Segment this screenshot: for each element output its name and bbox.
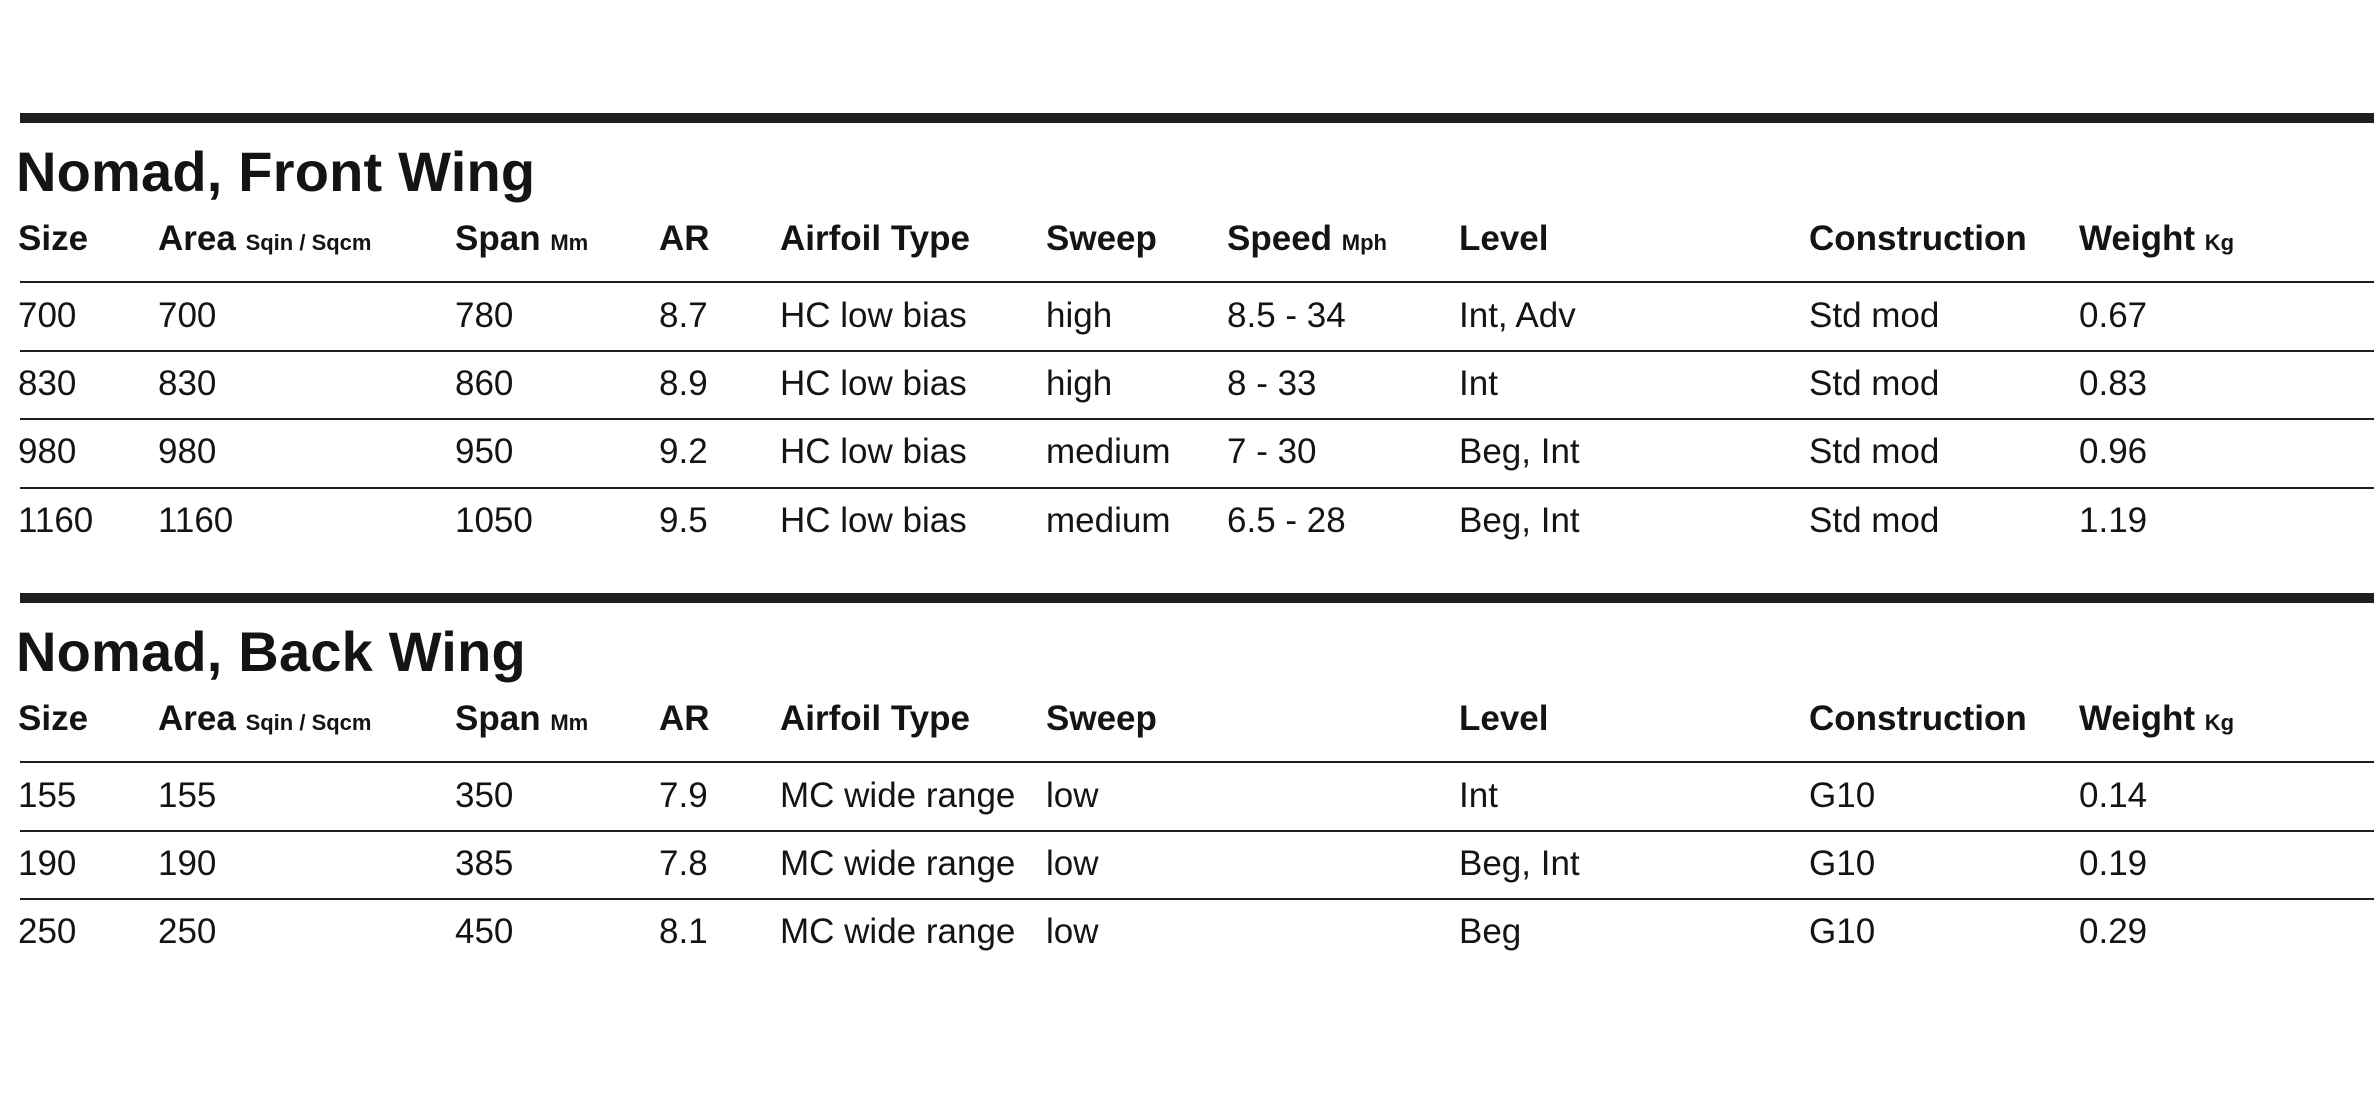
cell-construction: Std mod [1809, 432, 1940, 471]
cell-construction: G10 [1809, 776, 1876, 815]
cell-sweep: medium [1046, 432, 1171, 471]
header-size: Size [18, 219, 89, 258]
cell-size: 830 [18, 364, 77, 403]
cell-speed: 8.5 - 34 [1227, 296, 1346, 335]
cell-sweep: low [1046, 912, 1099, 951]
cell-sweep: high [1046, 364, 1113, 403]
cell-weight: 0.14 [2079, 776, 2148, 815]
row-divider [20, 418, 2374, 420]
cell-ar: 7.8 [659, 844, 708, 883]
cell-weight: 0.96 [2079, 432, 2148, 471]
cell-ar: 8.1 [659, 912, 708, 951]
cell-area: 250 [158, 912, 217, 951]
header-weight-unit: Kg [2204, 230, 2235, 255]
header-weight: Weight Kg [2079, 219, 2235, 258]
section-divider [20, 113, 2374, 123]
cell-airfoil-type: MC wide range [780, 776, 1016, 815]
cell-level: Beg, Int [1459, 844, 1580, 883]
row-divider [20, 487, 2374, 489]
header-airfoil-type: Airfoil Type [780, 219, 970, 258]
header-span: Span Mm [455, 699, 589, 738]
cell-size: 980 [18, 432, 77, 471]
cell-ar: 9.2 [659, 432, 708, 471]
section-divider [20, 593, 2374, 603]
cell-span: 950 [455, 432, 514, 471]
header-span: Span Mm [455, 219, 589, 258]
cell-ar: 7.9 [659, 776, 708, 815]
header-ar: AR [659, 219, 710, 258]
cell-span: 450 [455, 912, 514, 951]
row-divider [20, 761, 2374, 763]
cell-area: 155 [158, 776, 217, 815]
header-construction: Construction [1809, 699, 2027, 738]
cell-size: 190 [18, 844, 77, 883]
table-header-row [20, 699, 2374, 739]
cell-size: 250 [18, 912, 77, 951]
header-speed-unit: Mph [1341, 230, 1387, 255]
cell-area: 1160 [158, 501, 234, 540]
header-area: Area Sqin / Sqcm [158, 219, 372, 258]
header-airfoil-type: Airfoil Type [780, 699, 970, 738]
row-divider [20, 898, 2374, 900]
cell-area: 980 [158, 432, 217, 471]
cell-span: 1050 [455, 501, 533, 540]
cell-area: 830 [158, 364, 217, 403]
cell-sweep: low [1046, 776, 1099, 815]
row-divider [20, 830, 2374, 832]
cell-weight: 0.67 [2079, 296, 2148, 335]
cell-span: 780 [455, 296, 514, 335]
cell-weight: 0.83 [2079, 364, 2148, 403]
cell-sweep: medium [1046, 501, 1171, 540]
cell-airfoil-type: HC low bias [780, 296, 967, 335]
cell-span: 350 [455, 776, 514, 815]
cell-airfoil-type: MC wide range [780, 844, 1016, 883]
cell-airfoil-type: HC low bias [780, 501, 967, 540]
back-wing-table [16, 593, 2374, 951]
header-span-unit: Mm [550, 710, 589, 735]
cell-size: 155 [18, 776, 77, 815]
section-title: Nomad, Back Wing [16, 620, 526, 683]
cell-construction: G10 [1809, 912, 1876, 951]
cell-speed: 8 - 33 [1227, 364, 1317, 403]
cell-sweep: high [1046, 296, 1113, 335]
cell-construction: Std mod [1809, 296, 1940, 335]
header-size: Size [18, 699, 89, 738]
cell-sweep: low [1046, 844, 1099, 883]
cell-level: Int [1459, 364, 1498, 403]
cell-construction: G10 [1809, 844, 1876, 883]
header-level: Level [1459, 699, 1549, 738]
cell-weight: 0.29 [2079, 912, 2148, 951]
row-divider [20, 281, 2374, 283]
cell-speed: 6.5 - 28 [1227, 501, 1346, 540]
cell-airfoil-type: HC low bias [780, 364, 967, 403]
header-speed: Speed Mph [1227, 219, 1387, 258]
cell-ar: 9.5 [659, 501, 708, 540]
cell-size: 1160 [18, 501, 94, 540]
header-weight-unit: Kg [2204, 710, 2235, 735]
header-area-unit: Sqin / Sqcm [245, 230, 372, 255]
header-ar: AR [659, 699, 710, 738]
cell-span: 860 [455, 364, 514, 403]
cell-construction: Std mod [1809, 364, 1940, 403]
cell-level: Beg, Int [1459, 432, 1580, 471]
cell-level: Beg [1459, 912, 1522, 951]
cell-span: 385 [455, 844, 514, 883]
front-wing-table [16, 113, 2374, 540]
cell-weight: 1.19 [2079, 501, 2148, 540]
cell-speed: 7 - 30 [1227, 432, 1317, 471]
table-header-row [20, 219, 2374, 259]
cell-level: Beg, Int [1459, 501, 1580, 540]
cell-ar: 8.7 [659, 296, 708, 335]
cell-area: 700 [158, 296, 217, 335]
header-span-unit: Mm [550, 230, 589, 255]
cell-airfoil-type: MC wide range [780, 912, 1016, 951]
header-area: Area Sqin / Sqcm [158, 699, 372, 738]
row-divider [20, 350, 2374, 352]
header-construction: Construction [1809, 219, 2027, 258]
header-sweep: Sweep [1046, 699, 1157, 738]
cell-airfoil-type: HC low bias [780, 432, 967, 471]
section-title: Nomad, Front Wing [16, 140, 536, 203]
cell-level: Int, Adv [1459, 296, 1576, 335]
cell-construction: Std mod [1809, 501, 1940, 540]
cell-weight: 0.19 [2079, 844, 2148, 883]
cell-level: Int [1459, 776, 1498, 815]
cell-size: 700 [18, 296, 77, 335]
header-sweep: Sweep [1046, 219, 1157, 258]
header-weight: Weight Kg [2079, 699, 2235, 738]
header-area-unit: Sqin / Sqcm [245, 710, 372, 735]
cell-ar: 8.9 [659, 364, 708, 403]
header-level: Level [1459, 219, 1549, 258]
cell-area: 190 [158, 844, 217, 883]
